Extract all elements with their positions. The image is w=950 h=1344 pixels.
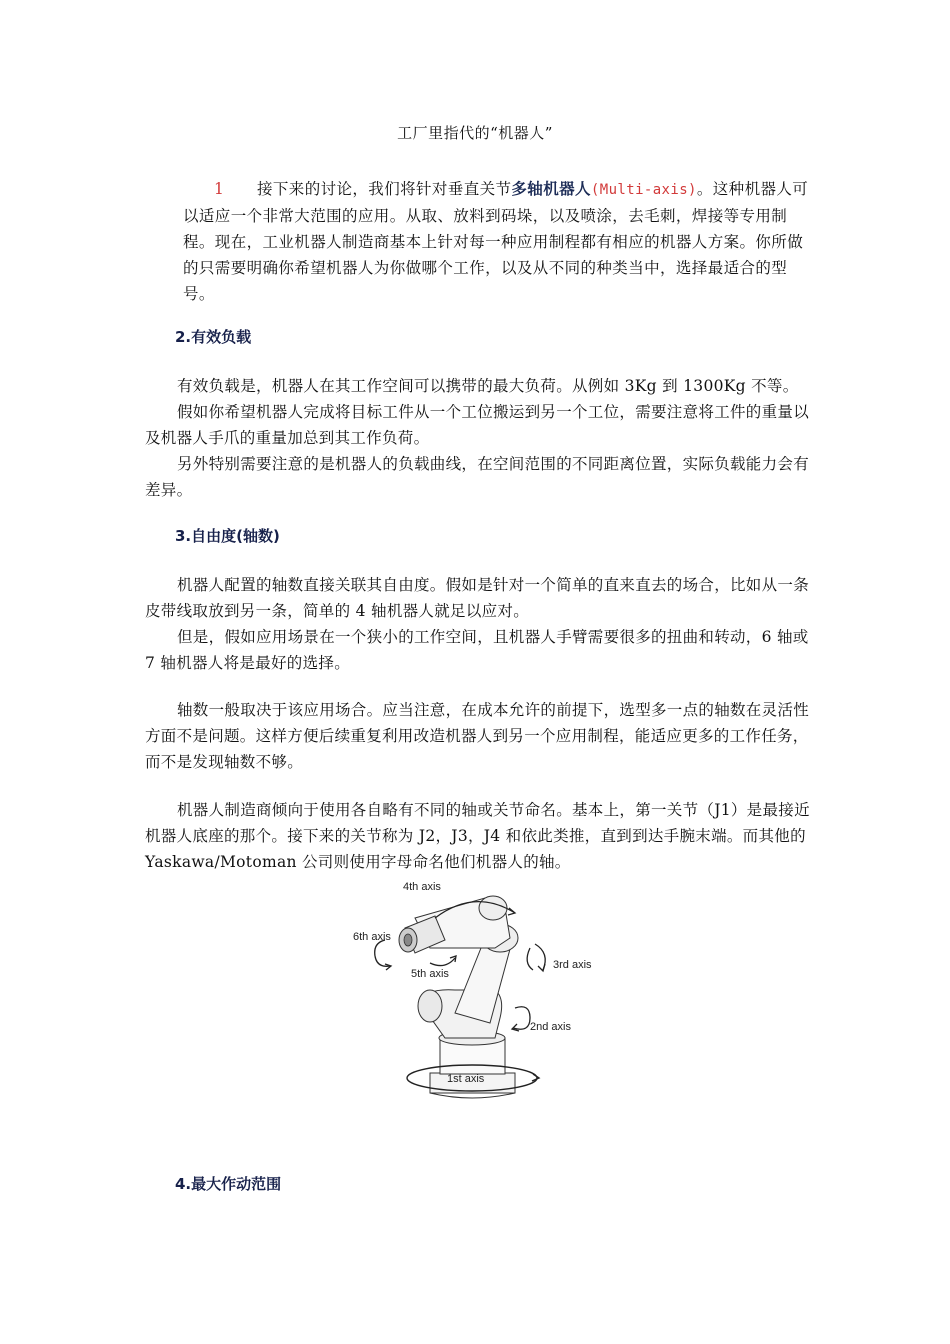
axis-1-label: 1st axis [447,1073,485,1085]
axis-4-label: 4th axis [403,881,441,893]
section-2-heading: 2.有效负载 [175,328,252,346]
section-3-paragraph: 但是，假如应用场景在一个狭小的工作空间，且机器人手臂需要很多的扭曲和转动，6 轴或 7 轴机器人将是最好的选择。 [145,628,809,672]
section-3-paragraph: 轴数一般取决于该应用场合。应当注意，在成本允许的前提下，选型多一点的轴数在灵活性方面不是问题。这样方便后续重复利用改造机器人到另一个应用制程，能适应更多的工作任务，而不是发现轴数不够。 [145,701,810,771]
section-3-block-3 [145,797,813,875]
section-1-number: 1 [214,180,225,198]
section-2-paragraph: 另外特别需要注意的是机器人的负载曲线，在空间范围的不同距离位置，实际负载能力会有差异。 [145,455,810,499]
section-3-block-1 [145,572,813,676]
section-1-text-after: 。这种机器人可以适应一个非常大范围的应用。从取、放料到码垛，以及喷涂，去毛刺，焊接等专用制程。现在，工业机器人制造商基本上针对每一种应用制程都有相应的机器人方案。你所做的只需要明确你希望机器人为你做哪个工作，以及从不同的种类当中，选择最适合的型号。 [183,180,809,303]
axis-3-label: 3rd axis [553,959,592,971]
axis-3-arrow [535,944,545,970]
axis-6-label: 6th axis [353,931,391,943]
axis-5-arrow [430,958,455,966]
section-3-paragraph: 机器人制造商倾向于使用各自略有不同的轴或关节命名。基本上，第一关节（J1）是最接近机器人底座的那个。接下来的关节称为 J2，J3，J4 和依此类推，直到到达手腕末端。而其他的 Yaskawa/Motoman 公司则使用字母命名他们机器人的轴。 [145,801,810,871]
page-title: 工厂里指代的“机器人” [397,124,553,142]
axis-5-label: 5th axis [411,968,449,980]
section-3-paragraph: 机器人配置的轴数直接关联其自由度。假如是针对一个简单的直来直去的场合，比如从一条皮带线取放到另一条，简单的 4 轴机器人就足以应对。 [145,576,810,620]
robot-arm-illustration [345,878,615,1118]
section-4-heading: 4.最大作动范围 [175,1175,282,1193]
section-1-paragraph [183,176,813,307]
section-2-paragraph: 假如你希望机器人完成将目标工件从一个工位搬运到另一个工位，需要注意将工件的重量以及机器人手爪的重量加总到其工作负荷。 [145,403,810,447]
section-1-text-before: 接下来的讨论，我们将针对垂直关节 [257,180,512,198]
robot-axes-figure [345,878,615,1118]
axis-2-label: 2nd axis [530,1021,571,1033]
section-3-heading: 3.自由度(轴数) [175,527,280,545]
section-2-paragraph: 有效负载是，机器人在其工作空间可以携带的最大负荷。从例如 3Kg 到 1300Kg 不等。 [177,377,799,395]
section-1-english-term: (Multi-axis) [590,182,697,198]
section-1-highlight: 多轴机器人 [511,180,591,198]
section-3-block-2 [145,697,813,775]
section-2-body [145,373,813,503]
